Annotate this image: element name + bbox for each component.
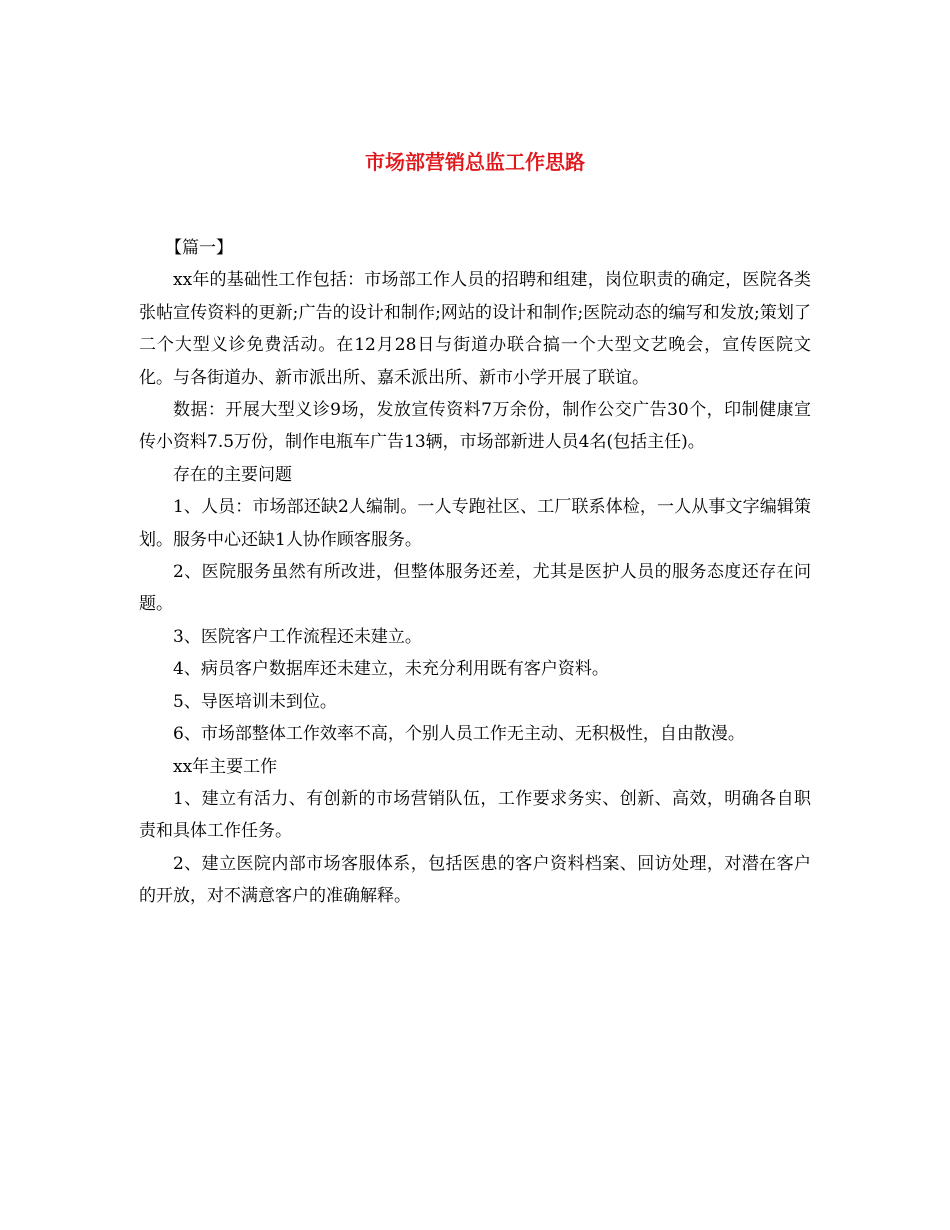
list-item: 2、医院服务虽然有所改进，但整体服务还差，尤其是医护人员的服务态度还存在问题。 — [139, 562, 811, 615]
list-item: 2、建立医院内部市场客服体系，包括医患的客户资料档案、回访处理，对潜在客户的开放，对不满意客户的准确解释。 — [139, 853, 811, 907]
subheading: xx年主要工作 — [173, 756, 278, 777]
section-heading: 【篇一】 — [165, 238, 233, 258]
subheading: 存在的主要问题 — [173, 464, 292, 485]
document-title: 市场部营销总监工作思路 — [365, 150, 585, 174]
paragraph: xx年的基础性工作包括：市场部工作人员的招聘和组建，岗位职责的确定，医院各类张帖宣传资料的更新;广告的设计和制作;网站的设计和制作;医院动态的编写和发放;策划了二个大型义诊免费活动。在12月28日与街道办联合搞一个大型文艺晚会，宣传医院文化。与各街道办、新市派出所、嘉禾派出所、新市小学开展了联谊。 — [139, 270, 811, 388]
list-item: 4、病员客户数据库还未建立，未充分利用既有客户资料。 — [173, 659, 609, 680]
paragraph: 数据：开展大型义诊9场，发放宣传资料7万余份，制作公交广告30个，印制健康宣传小资料7.5万份，制作电瓶车广告13辆，市场部新进人员4名(包括主任)。 — [139, 400, 811, 453]
list-item: 1、建立有活力、有创新的市场营销队伍，工作要求务实、创新、高效，明确各自职责和具体工作任务。 — [139, 788, 811, 842]
document-body — [139, 232, 811, 913]
list-item: 6、市场部整体工作效率不高，个别人员工作无主动、无积极性，自由散漫。 — [173, 724, 745, 745]
list-item: 5、导医培训未到位。 — [173, 691, 337, 712]
list-item: 1、人员：市场部还缺2人编制。一人专跑社区、工厂联系体检，一人从事文字编辑策划。服务中心还缺1人协作顾客服务。 — [139, 497, 811, 550]
list-item: 3、医院客户工作流程还未建立。 — [173, 626, 422, 647]
